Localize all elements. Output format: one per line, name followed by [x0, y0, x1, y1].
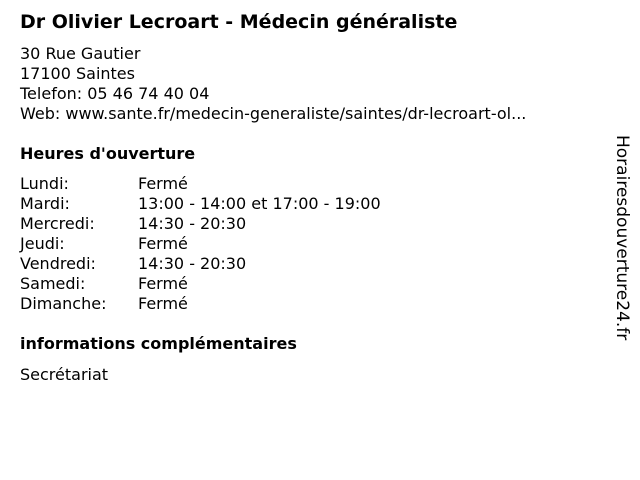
day-hours: Fermé: [138, 174, 188, 193]
address-block: [20, 44, 526, 124]
day-label: Jeudi:: [20, 234, 65, 253]
day-label: Dimanche:: [20, 294, 107, 313]
day-label: Vendredi:: [20, 254, 96, 273]
additional-info-text: Secrétariat: [20, 365, 109, 384]
day-hours: Fermé: [138, 274, 188, 293]
site-watermark: Horairesdouverture24.fr: [612, 135, 632, 341]
day-hours: Fermé: [138, 234, 188, 253]
day-label: Mardi:: [20, 194, 70, 213]
website-link[interactable]: Web: www.sante.fr/medecin-generaliste/saintes/dr-lecroart-ol...: [20, 104, 527, 123]
day-hours: 14:30 - 20:30: [138, 214, 247, 233]
day-label: Mercredi:: [20, 214, 95, 233]
day-label: Samedi:: [20, 274, 86, 293]
street-address: 30 Rue Gautier: [20, 44, 141, 63]
city-postal: 17100 Saintes: [20, 64, 135, 83]
day-label: Lundi:: [20, 174, 69, 193]
day-hours: 13:00 - 14:00 et 17:00 - 19:00: [138, 194, 381, 213]
opening-hours-heading: Heures d'ouverture: [20, 144, 196, 163]
day-hours: 14:30 - 20:30: [138, 254, 247, 273]
phone-number: Telefon: 05 46 74 40 04: [20, 84, 210, 103]
day-hours: Fermé: [138, 294, 188, 313]
page-title: Dr Olivier Lecroart - Médecin généraliste: [20, 11, 458, 33]
additional-info-heading: informations complémentaires: [20, 334, 297, 353]
